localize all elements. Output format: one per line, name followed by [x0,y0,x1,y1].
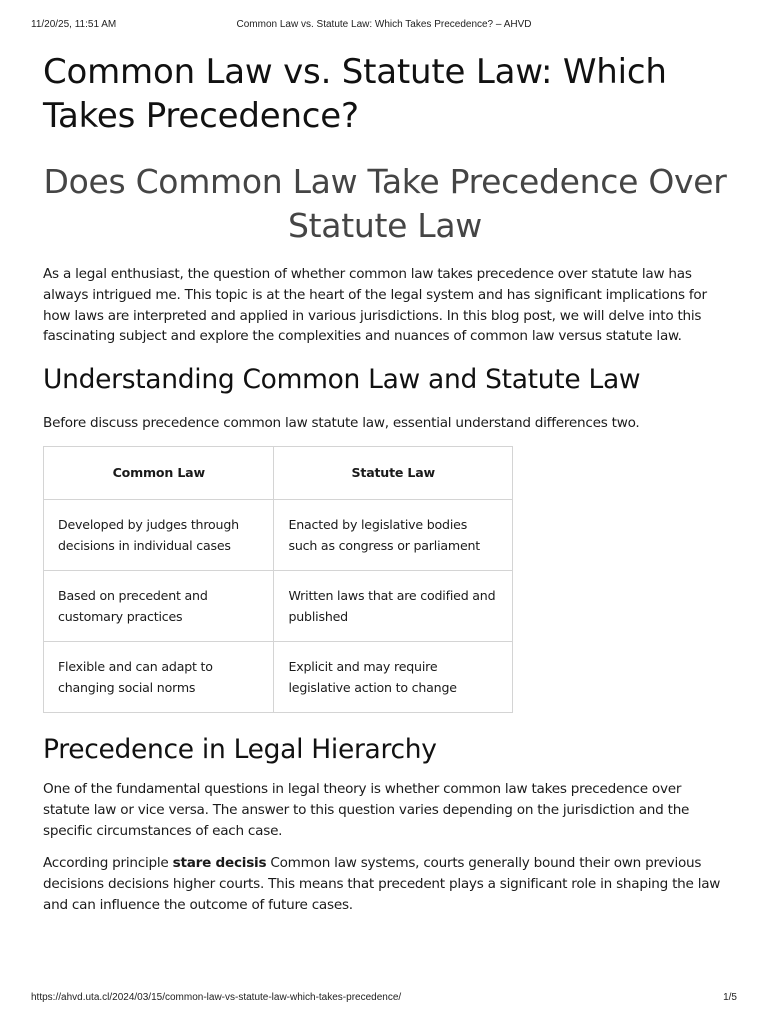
stare-decisis-term: stare decisis [172,855,267,872]
table-cell: Flexible and can adapt to changing social norms [44,641,274,712]
table-header-statute-law: Statute Law [274,446,513,499]
section-understanding-text: Before discuss precedence common law statute law, essential understand differences two. [43,415,640,432]
precedence-paragraph-2 [43,853,727,915]
print-url: https://ahvd.uta.cl/2024/03/15/common-law-vs-statute-law-which-takes-precedence/ [31,992,402,1003]
print-footer [31,992,737,1006]
table-cell: Written laws that are codified and published [274,570,513,641]
para2-text-after: Common law systems, courts generally bound their own previous decisions decisions higher courts. This means that precedent plays a significant role in shaping the law and can influence the outcome of future cases. [43,855,721,913]
section-heading-precedence: Precedence in Legal Hierarchy [43,733,437,765]
table-cell: Developed by judges through decisions in individual cases [44,499,274,570]
precedence-paragraph-1: One of the fundamental questions in legal theory is whether common law takes precedence over statute law or vice versa. The answer to this question varies depending on the jurisdiction and the specific circumstances of each case. [43,780,690,839]
table-row [44,499,513,570]
table-cell: Based on precedent and customary practices [44,570,274,641]
section-heading-understanding: Understanding Common Law and Statute Law [43,364,641,396]
article-subtitle: Does Common Law Take Precedence Over Statute Law [43,162,727,245]
table-cell: Enacted by legislative bodies such as congress or parliament [274,499,513,570]
para2-text-before: According principle [43,855,173,872]
intro-paragraph: As a legal enthusiast, the question of whether common law takes precedence over statute law has always intrigued me. This topic is at the heart of the legal system and has significant implications for how laws are interpreted and applied in various jurisdictions. In this blog post, we will delve into this fascinating subject and explore the complexities and nuances of common law versus statute law. [43,266,707,345]
table-cell: Explicit and may require legislative action to change [274,641,513,712]
article-content [43,50,727,916]
comparison-table [43,446,513,713]
print-datetime: 11/20/25, 11:51 AM [31,19,117,30]
print-page-title: Common Law vs. Statute Law: Which Takes Precedence? – AHVD [236,19,532,30]
table-header-row [44,446,513,499]
article-title: Common Law vs. Statute Law: Which Takes Precedence? [43,52,667,136]
table-row [44,641,513,712]
page-number: 1/5 [723,992,737,1003]
table-row [44,570,513,641]
print-header [31,19,737,33]
table-header-common-law: Common Law [44,446,274,499]
